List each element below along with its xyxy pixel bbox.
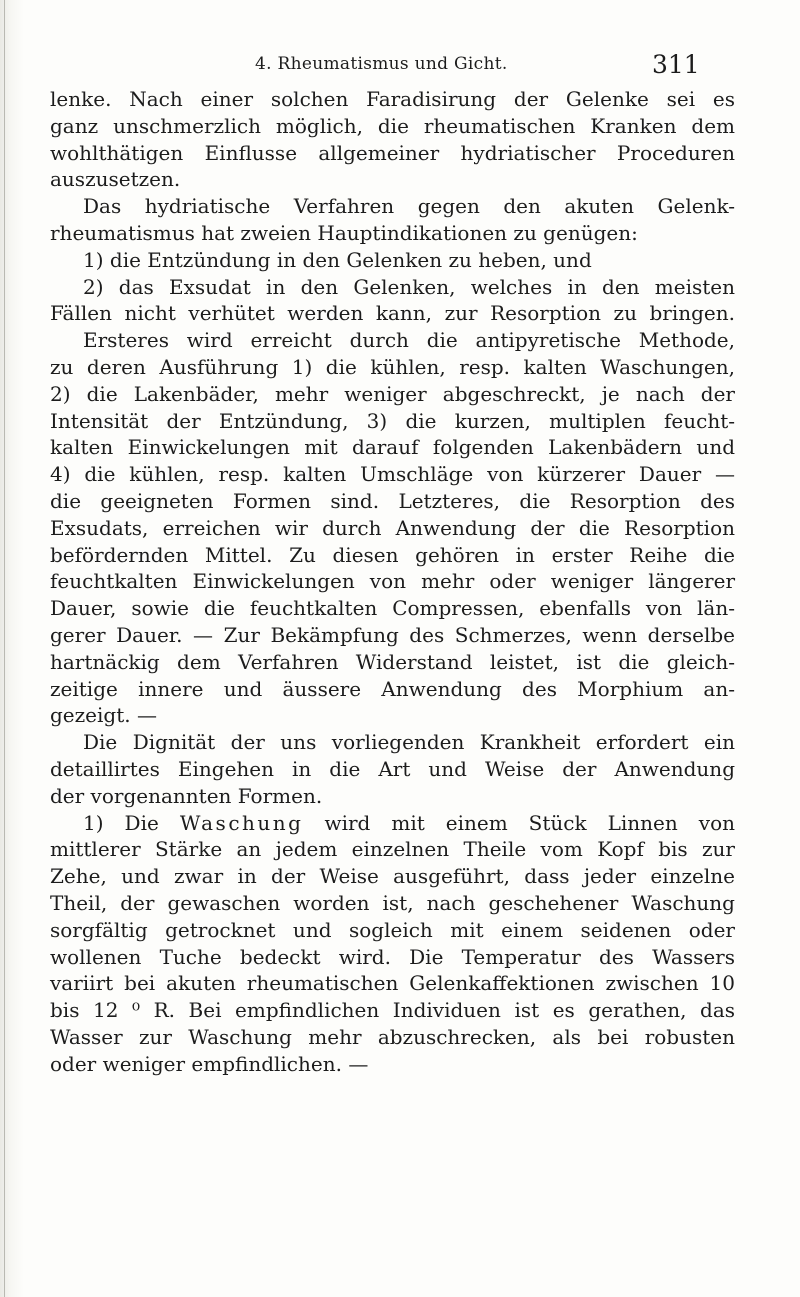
text-line: Die Dignität der uns vorliegenden Krankheit erfordert ein xyxy=(83,730,735,755)
page-gutter-edge xyxy=(4,0,5,1297)
text-line: 4) die kühlen, resp. kalten Umschläge von kürzerer Dauer — xyxy=(50,462,735,487)
text-line: zeitige innere und äussere Anwendung des Morphium an- xyxy=(50,676,735,701)
text-line: Wasser zur Waschung mehr abzuschrecken, als bei robusten xyxy=(50,1024,735,1049)
text-line: Ersteres wird erreicht durch die antipyretische Methode, xyxy=(83,328,735,353)
text-line: befördernden Mittel. Zu diesen gehören in erster Reihe die xyxy=(50,542,735,567)
text-line: gezeigt. — xyxy=(50,703,157,728)
text-line: hartnäckig dem Verfahren Widerstand leistet, ist die gleich- xyxy=(50,649,735,674)
text-line: Theil, der gewaschen worden ist, nach geschehener Waschung xyxy=(50,890,735,915)
running-title: 4. Rheumatismus und Gicht. xyxy=(255,54,508,74)
text-line: detaillirtes Eingehen in die Art und Weise der Anwendung xyxy=(50,756,735,781)
text-line: bis 12 ⁰ R. Bei empfindlichen Individuen ist es gerathen, das xyxy=(50,998,735,1023)
text-line: auszusetzen. xyxy=(50,167,181,192)
text-line: sorgfältig getrocknet und sogleich mit einem seidenen oder xyxy=(50,917,735,942)
text-line: Das hydriatische Verfahren gegen den akuten Gelenk- xyxy=(83,194,735,219)
text-line: die geeigneten Formen sind. Letzteres, die Resorption des xyxy=(50,488,735,513)
running-header xyxy=(0,50,800,80)
text-line: 2) das Exsudat in den Gelenken, welches in den meisten xyxy=(83,274,735,299)
text-line: feuchtkalten Einwickelungen von mehr oder weniger längerer xyxy=(50,569,735,594)
text-line: 1) die Entzündung in den Gelenken zu heben, und xyxy=(83,247,592,272)
body-text xyxy=(50,86,735,1077)
text-line: wohlthätigen Einflusse allgemeiner hydriatischer Proceduren xyxy=(50,140,735,165)
text-line: ganz unschmerzlich möglich, die rheumatischen Kranken dem xyxy=(50,113,735,138)
text-line: oder weniger empfindlichen. — xyxy=(50,1051,369,1076)
text-line: mittlerer Stärke an jedem einzelnen Theile vom Kopf bis zur xyxy=(50,837,735,862)
text-line: Intensität der Entzündung, 3) die kurzen, multiplen feucht- xyxy=(50,408,735,433)
text-line: rheumatismus hat zweien Hauptindikationen zu genügen: xyxy=(50,220,638,245)
text-line: kalten Einwickelungen mit darauf folgenden Lakenbädern und xyxy=(50,435,735,460)
text-line: der vorgenannten Formen. xyxy=(50,783,323,808)
text-line: 1) Die Waschung wird mit einem Stück Linnen von xyxy=(83,810,735,835)
text-line: gerer Dauer. — Zur Bekämpfung des Schmerzes, wenn derselbe xyxy=(50,622,735,647)
text-line: Dauer, sowie die feuchtkalten Compressen, ebenfalls von län- xyxy=(50,596,735,621)
text-line: wollenen Tuche bedeckt wird. Die Temperatur des Wassers xyxy=(50,944,735,969)
text-line: lenke. Nach einer solchen Faradisirung der Gelenke sei es xyxy=(50,87,735,111)
text-line: zu deren Ausführung 1) die kühlen, resp. kalten Waschungen, xyxy=(50,354,735,379)
spaced-emphasis: Waschung xyxy=(179,810,304,835)
text-line: Fällen nicht verhütet werden kann, zur Resorption zu bringen. xyxy=(50,301,735,326)
text-line: Exsudats, erreichen wir durch Anwendung der die Resorption xyxy=(50,515,735,540)
text-line: variirt bei akuten rheumatischen Gelenkaffektionen zwischen 10 xyxy=(50,971,735,996)
text-line: 2) die Lakenbäder, mehr weniger abgeschreckt, je nach der xyxy=(50,381,735,406)
text-line: Zehe, und zwar in der Weise ausgeführt, dass jeder einzelne xyxy=(50,864,735,889)
page-number: 311 xyxy=(652,50,700,79)
